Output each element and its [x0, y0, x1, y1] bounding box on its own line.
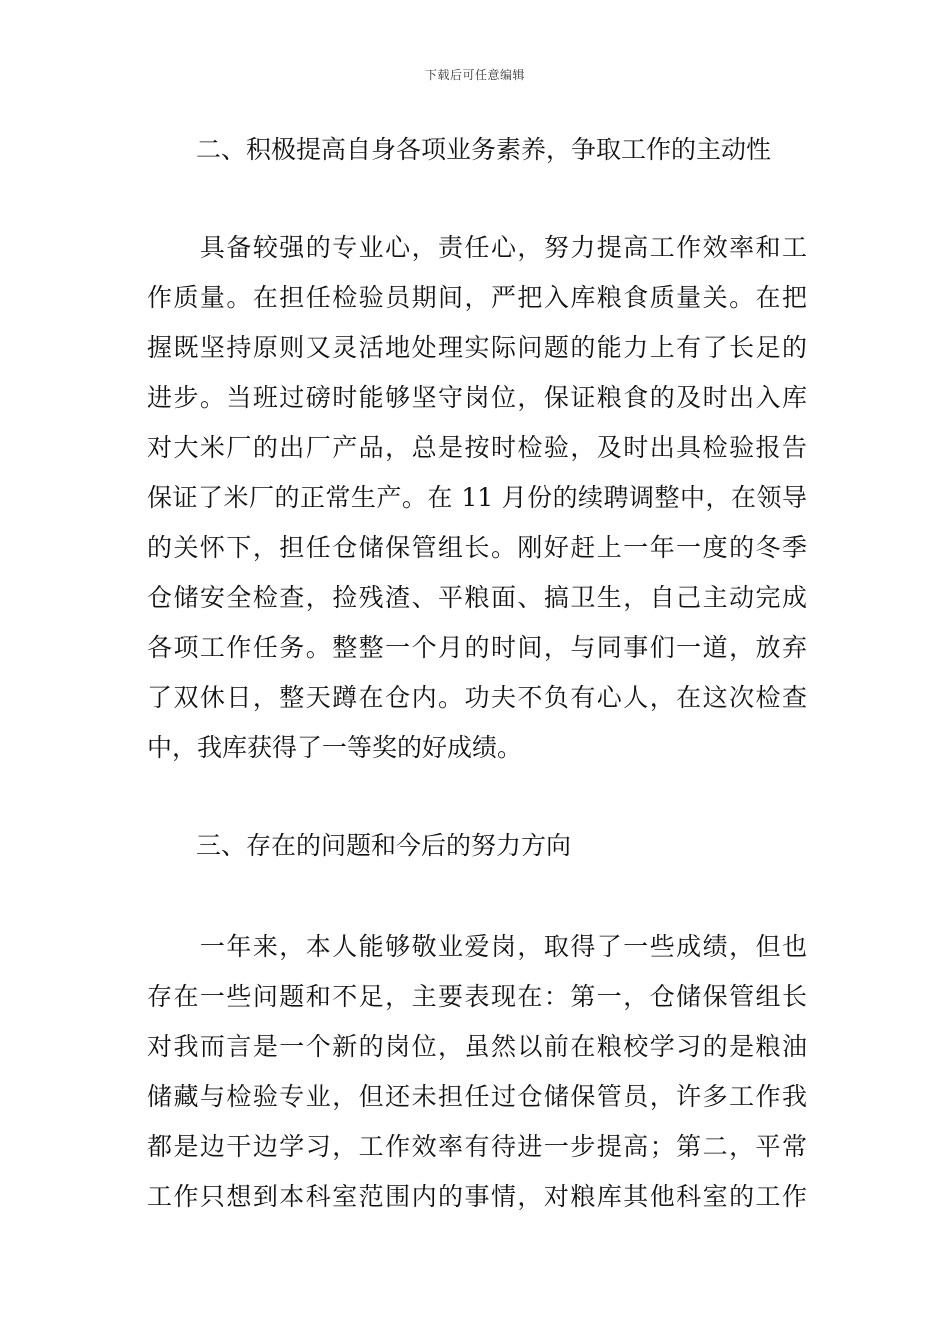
paragraph-line: 了双休日，整天蹲在仓内。功夫不负有心人，在这次检查 [147, 683, 807, 712]
section-2-heading: 二、积极提高自身各项业务素养，争取工作的主动性 [196, 135, 772, 164]
paragraph-line: 各项工作任务。整整一个月的时间，与同事们一道，放弃 [147, 633, 807, 662]
paragraph-line: 握既坚持原则又灵活地处理实际问题的能力上有了长足的 [147, 333, 807, 362]
paragraph-line: 中，我库获得了一等奖的好成绩。 [147, 733, 523, 762]
paragraph-line: 对大米厂的出厂产品，总是按时检验，及时出具检验报告 [147, 433, 807, 462]
paragraph-line: 存在一些问题和不足，主要表现在：第一，仓储保管组长 [147, 982, 807, 1011]
section-3-heading: 三、存在的问题和今后的努力方向 [196, 831, 572, 860]
paragraph-line: 进步。当班过磅时能够坚守岗位，保证粮食的及时出入库 [147, 383, 807, 412]
paragraph-line: 一年来，本人能够敬业爱岗，取得了一些成绩，但也 [147, 932, 807, 961]
paragraph-line: 仓储安全检查，捡残渣、平粮面、搞卫生，自己主动完成 [147, 583, 807, 612]
page-header: 下载后可任意编辑 [424, 68, 525, 82]
paragraph-line: 具备较强的专业心，责任心，努力提高工作效率和工 [147, 233, 807, 262]
paragraph-line: 都是边干边学习，工作效率有待进一步提高；第二，平常 [147, 1132, 807, 1161]
paragraph-line: 作质量。在担任检验员期间，严把入库粮食质量关。在把 [147, 283, 807, 312]
paragraph-line: 储藏与检验专业，但还未担任过仓储保管员，许多工作我 [147, 1082, 807, 1111]
paragraph-line: 的关怀下，担任仓储保管组长。刚好赶上一年一度的冬季 [147, 533, 807, 562]
paragraph-line: 工作只想到本科室范围内的事情，对粮库其他科室的工作 [147, 1182, 807, 1211]
paragraph-line: 对我而言是一个新的岗位，虽然以前在粮校学习的是粮油 [147, 1032, 807, 1061]
paragraph-line: 保证了米厂的正常生产。在 11 月份的续聘调整中，在领导 [147, 483, 807, 512]
